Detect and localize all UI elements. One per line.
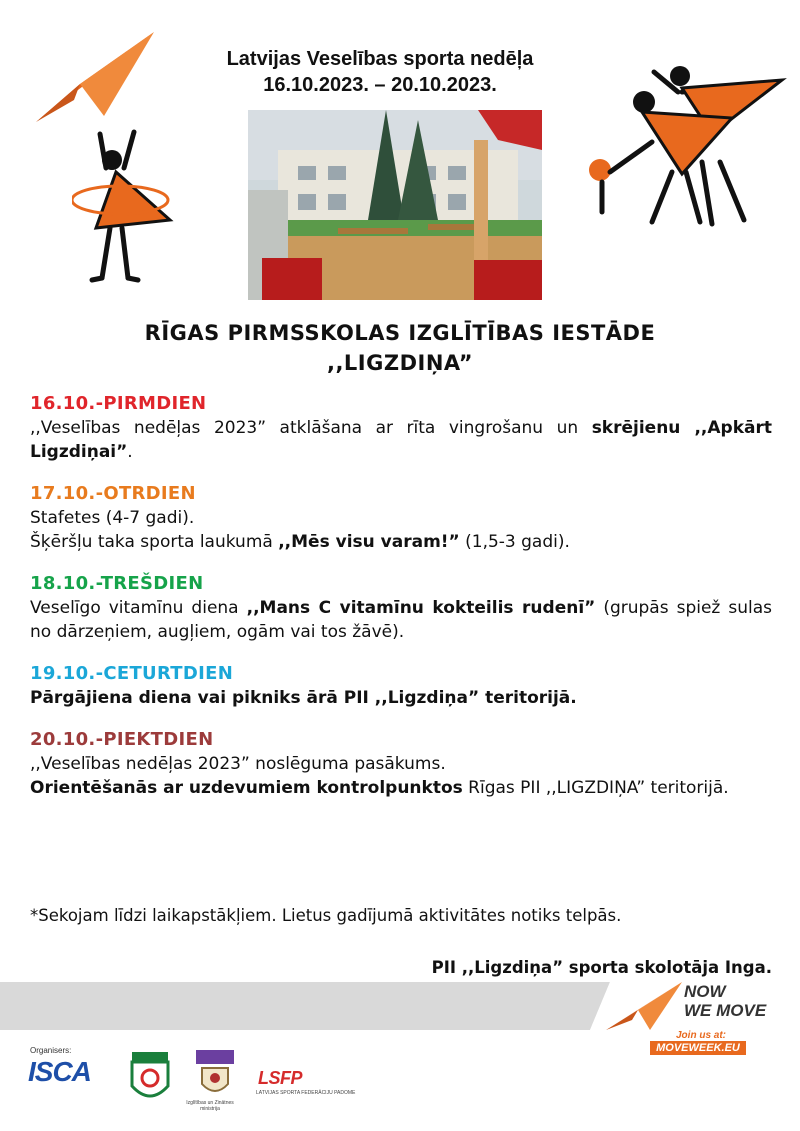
institution-line2: ,,LIGZDIŅA” (326, 351, 474, 375)
day-heading: 20.10.-PIEKTDIEN (30, 729, 214, 750)
weather-note: *Sekojam līdzi laikapstākļiem. Lietus gadījumā aktivitātes notiks telpās. (30, 906, 622, 925)
join-us-label: Join us at: (676, 1030, 727, 1041)
kindergarten-yard-photo (248, 110, 542, 300)
day-text-part: Rīgas PII ,,LIGZDIŅA” teritorijā. (462, 778, 729, 798)
day-heading: 19.10.-CETURTDIEN (30, 663, 234, 684)
day-heading: 18.10.-TREŠDIEN (30, 573, 204, 594)
day-text-part: Šķēršļu taka sporta laukumā (30, 532, 279, 552)
day-text-part: Veselīgo vitamīnu diena (30, 598, 247, 618)
event-title-text: Latvijas Veselības sporta nedēļa (226, 48, 534, 70)
day-text-bold: Orientēšanās ar uzdevumiem kontrolpunktos (30, 778, 463, 798)
day-text-bold: ,,Mans C vitamīnu kokteilis rudenī” (246, 598, 596, 618)
event-title (180, 46, 580, 98)
institution-title (80, 318, 720, 378)
event-dates: 16.10.2023. – 20.10.2023. (263, 74, 497, 96)
day-text (30, 416, 772, 464)
day-text: ,,Veselības nedēļas 2023” noslēguma pasākums. (30, 754, 446, 774)
day-text-bold: Pārgājiena diena vai pikniks ārā PII ,,Ligzdiņa” teritorijā. (30, 688, 577, 708)
lsfp-logo: LSFP (258, 1068, 303, 1088)
day-text (30, 776, 772, 800)
moveweek-link[interactable]: MOVEWEEK.EU (650, 1041, 746, 1055)
now-we-move-text (684, 982, 794, 1020)
day-tuesday (30, 482, 772, 554)
day-text (30, 596, 772, 644)
lsa-shield-icon (130, 1050, 170, 1106)
hula-hoop-figure-icon (72, 128, 182, 288)
playing-figures-icon (582, 62, 788, 232)
day-text-part: . (127, 442, 133, 462)
day-text-bold: ,,Mēs visu varam!” (278, 532, 460, 552)
day-heading: 16.10.-PIRMDIEN (30, 393, 207, 414)
nwm-line2: WE MOVE (684, 1001, 767, 1020)
move-logo-icon (34, 30, 160, 124)
day-wednesday (30, 572, 772, 644)
day-text-part: (grupās spiež sulas no dārzeņiem, augļiem, ogām vai tos žāvē). (30, 598, 772, 642)
weekly-program (30, 392, 772, 818)
day-thursday (30, 662, 772, 710)
ministry-caption: Izglītības un Zinātnes ministrija (186, 1100, 234, 1112)
day-text-bold: skrējienu ,,Apkārt Ligzdiņai” (30, 418, 772, 462)
day-text (30, 530, 772, 554)
day-monday (30, 392, 772, 464)
lsfp-caption: LATVIJAS SPORTA FEDERĀCIJU PADOME (256, 1090, 356, 1096)
now-we-move-logo-icon (604, 980, 684, 1032)
day-text-part: (1,5-3 gadi). (459, 532, 570, 552)
isca-logo: ISCA (28, 1056, 91, 1087)
day-heading: 17.10.-OTRDIEN (30, 483, 196, 504)
day-friday (30, 728, 772, 800)
day-text-part: ,,Veselības nedēļas 2023” atklāšana ar rīta vingrošanu un (30, 418, 592, 438)
day-text (30, 686, 772, 710)
institution-line1: RĪGAS PIRMSSKOLAS IZGLĪTĪBAS IESTĀDE (144, 321, 656, 345)
signature: PII ,,Ligzdiņa” sporta skolotāja Inga. (431, 958, 772, 977)
nwm-line1: NOW (684, 982, 726, 1001)
day-text: Stafetes (4-7 gadi). (30, 508, 195, 528)
organisers-label: Organisers: (30, 1046, 72, 1055)
ministry-crest-icon (196, 1050, 234, 1100)
